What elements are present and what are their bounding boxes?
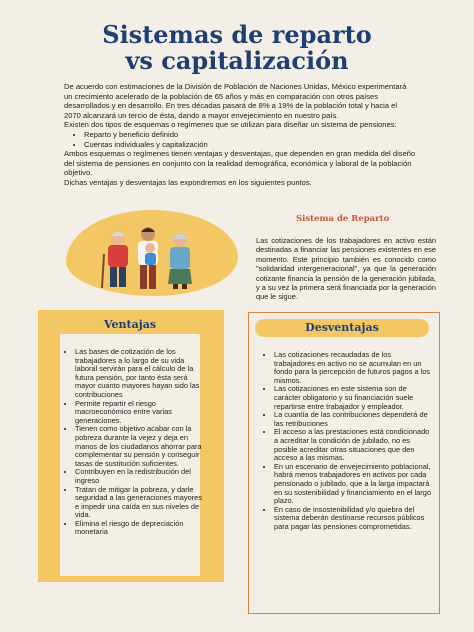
desventajas-item: • En un escenario de envejecimiento poblacional, habrá menos trabajadores en activos por cada pensionado o jubilado, que a la larga impactará en su sostenibilidad y financiamiento en el largo plazo. [274,463,434,506]
intro-paragraph-2: Existen dos tipos de esquemas o regímenes que se utilizan para diseñar un sistema de pensiones: [64,120,397,130]
desventajas-item: • Las cotizaciones en este sistema son de carácter obligatorio y su financiación suele repartirse entre trabajador y empleador. [274,385,434,411]
ventajas-item: • Elimina el riesgo de depreciación monetaria [75,520,203,537]
ventajas-item: • Tienen como objetivo acabar con la pobreza durante la vejez y deja en manos de los ciudadanos ahorrar para complementar su pensión y conseguir tasas de sustitución suficientes. [75,425,203,468]
ventajas-item: • Las bases de cotización de los trabajadores a lo largo de su vida laboral servirán para el cálculo de la futura pensión, por tanto ésta será mayor cuanto mayores hayan sido las contribuciones [75,348,203,400]
reparto-heading: Sistema de Reparto [296,214,390,224]
ventajas-item: • Contribuyen en la redistribución del ingreso [75,468,203,485]
family-illustration [96,224,206,294]
desventajas-panel [248,312,440,614]
intro-bullet: • Cuentas individuales y capitalización [84,140,416,150]
ventajas-item: • Tratan de mitigar la pobreza, y darle seguridad a las generaciones mayores e impedir una caída en sus niveles de vida. [75,486,203,520]
title-line-1: Sistemas de reparto [102,20,372,49]
ventajas-item: • Permite repartir el riesgo macroeconómico entre varias generaciones. [75,400,203,426]
intro-paragraph-3: Ambos esquemas o regímenes tienen ventajas y desventajas, que dependen en gran medida del diseño del sistema de pensiones en conjunto con la realidad demográfica, económica y laboral de la población objetivo. [64,149,416,178]
intro-paragraph-4: Dichas ventajas y desventajas las expondremos en los siguientes puntos. [64,177,312,187]
desventajas-list [263,351,434,531]
intro-bullet-list [64,130,416,149]
title-line-2: vs capitalización [125,46,349,75]
ventajas-panel [38,310,224,582]
intro-bullet: • Reparto y beneficio definido [84,130,416,140]
ventajas-heading: Ventajas [50,316,210,334]
desventajas-item: • La cuantía de las contribuciones dependerá de las retribuciones [274,411,434,428]
ventajas-list [64,348,203,537]
intro-paragraph-1: De acuerdo con estimaciones de la División de Población de Naciones Unidas, México experimentará un crecimiento acelerado de la población de 65 años y más en comparación con otros países desarrollados y en desarrollo. En tres décadas pasará de 8% a 19% de la población total y hacia el 2070 alcanzará un tercio de ésta, dando a mayor envejecimiento en nuestro país. [64,82,407,120]
desventajas-item: • Las cotizaciones recaudadas de los trabajadores en activo no se acumulan en un fondo para la percepción de futuros pagos a los mismos. [274,351,434,385]
intro-section [64,82,416,188]
page-title [0,22,474,74]
desventajas-item: • El acceso a las prestaciones está condicionado a acreditar la condición de jubilado, no es posible acreditar otras situaciones que den acceso a las mismas. [274,428,434,462]
desventajas-item: • En caso de insostenibilidad y/o quiebra del sistema deberán destinarse recursos públicos para pagar las pensiones comprometidas. [274,506,434,532]
reparto-description: Las cotizaciones de los trabajadores en activo están destinadas a financiar las pensiones existentes en ese momento. Este principio también es conocido como "solidaridad intergeneracional", ya que la generación cotizante financia la pensión de la generación jubilada, y a su vez la primera será financiada por la generación que le sigue. [256,236,436,302]
desventajas-heading: Desventajas [255,319,429,337]
